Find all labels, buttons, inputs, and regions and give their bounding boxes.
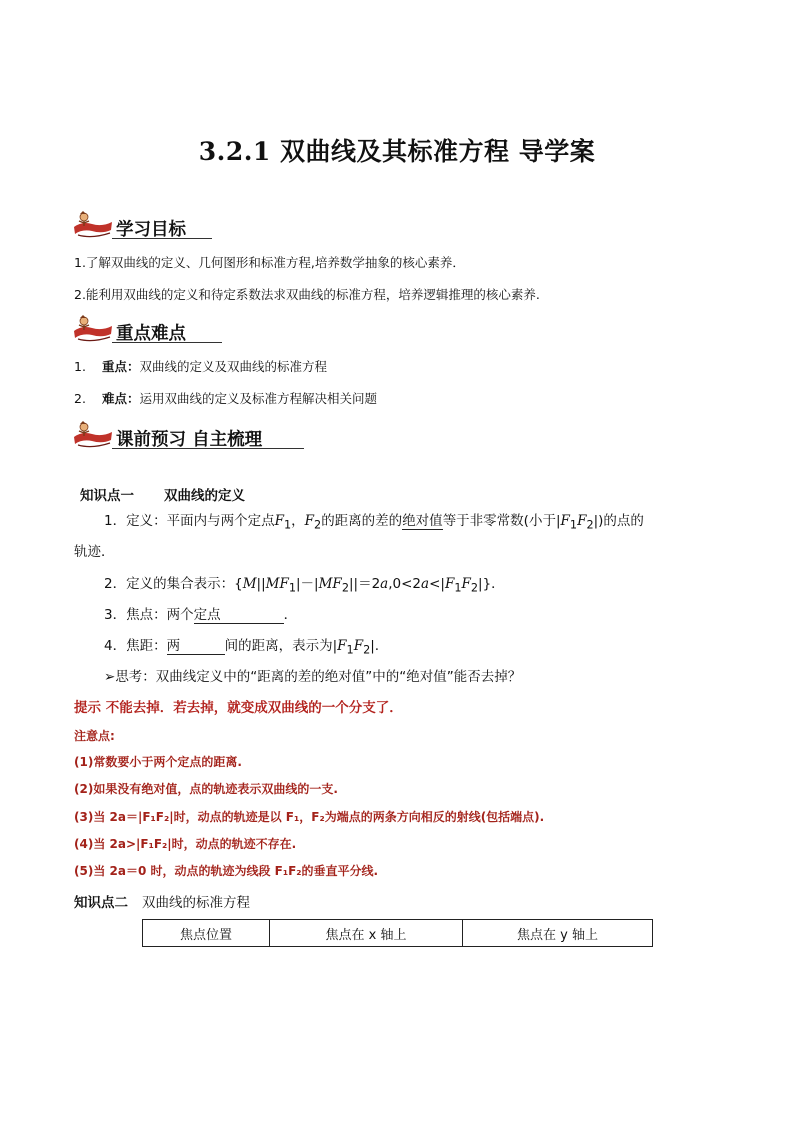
kp1-hint: 提示 不能去掉．若去掉，就变成双曲线的一个分支了． xyxy=(74,700,403,716)
table-header-row xyxy=(143,920,653,947)
page-title: 3.2.1 双曲线及其标准方程 导学案 xyxy=(198,137,596,166)
section-underline xyxy=(112,342,222,343)
kp1-heading: 知识点一 双曲线的定义 xyxy=(80,488,245,504)
kp1-think: ➢思考：双曲线定义中的“距离的差的绝对值”中的“绝对值”能否去掉？ xyxy=(104,669,522,685)
kp1-set-notation: 2．定义的集合表示：$\{M||MF_1|-|MF_2||=2a,0<2a<|F_1F_2|\}$． xyxy=(104,576,505,595)
kp2-heading: 知识点二 双曲线的标准方程 xyxy=(74,895,250,911)
table-header-cell: 焦点位置 xyxy=(143,920,270,947)
section-underline xyxy=(112,448,304,449)
note-item: (1)常数要小于两个定点的距离. xyxy=(74,755,242,769)
mascot-icon xyxy=(72,210,114,240)
goal-item: 1.了解双曲线的定义、几何图形和标准方程,培养数学抽象的核心素养． xyxy=(74,255,465,270)
note-item: (5)当 2a＝0 时，动点的轨迹为线段 F₁F₂的垂直平分线. xyxy=(74,864,379,878)
kp1-definition: 1．定义：平面内与两个定点$F_1$，$F_2$的距离的差的绝对值等于非零常数(小于$|F_1F_2|$)的点的 xyxy=(104,509,644,532)
section-header-goals xyxy=(72,210,212,240)
table-header-cell: 焦点在 x 轴上 xyxy=(270,920,463,947)
arrow-bullet-icon: ➢ xyxy=(104,669,116,685)
section-title-goals: 学习目标 xyxy=(116,220,186,240)
mascot-icon xyxy=(72,314,114,344)
table-header-cell: 焦点在 y 轴上 xyxy=(463,920,653,947)
kp1-definition-cont: 轨迹． xyxy=(74,544,115,560)
note-item: (4)当 2a>|F₁F₂|时，动点的轨迹不存在. xyxy=(74,837,297,851)
section-title-preview: 课前预习 自主梳理 xyxy=(116,430,263,450)
note-item: (3)当 2a＝|F₁F₂|时，动点的轨迹是以 F₁，F₂为端点的两条方向相反的射线(包括端点). xyxy=(74,810,545,824)
goal-item: 2.能利用双曲线的定义和待定系数法求双曲线的标准方程，培养逻辑推理的核心素养. xyxy=(74,287,540,302)
key-point-item: 2. 难点：运用双曲线的定义及标准方程解决相关问题 xyxy=(74,391,377,406)
mascot-icon xyxy=(72,420,114,450)
notes-title: 注意点: xyxy=(74,729,115,743)
key-point-item: 1. 重点：双曲线的定义及双曲线的标准方程 xyxy=(74,359,327,374)
section-header-preview xyxy=(72,420,307,450)
section-title-key: 重点难点 xyxy=(116,324,186,344)
section-underline xyxy=(112,238,212,239)
kp1-focus: 3．焦点：两个定点 ． xyxy=(104,603,297,624)
section-header-key xyxy=(72,314,222,344)
kp1-focal-distance: 4．焦距：两 间的距离，表示为$|F_1F_2|$. xyxy=(104,634,379,657)
standard-equation-table xyxy=(142,919,653,947)
note-item: (2)如果没有绝对值，点的轨迹表示双曲线的一支. xyxy=(74,782,338,796)
